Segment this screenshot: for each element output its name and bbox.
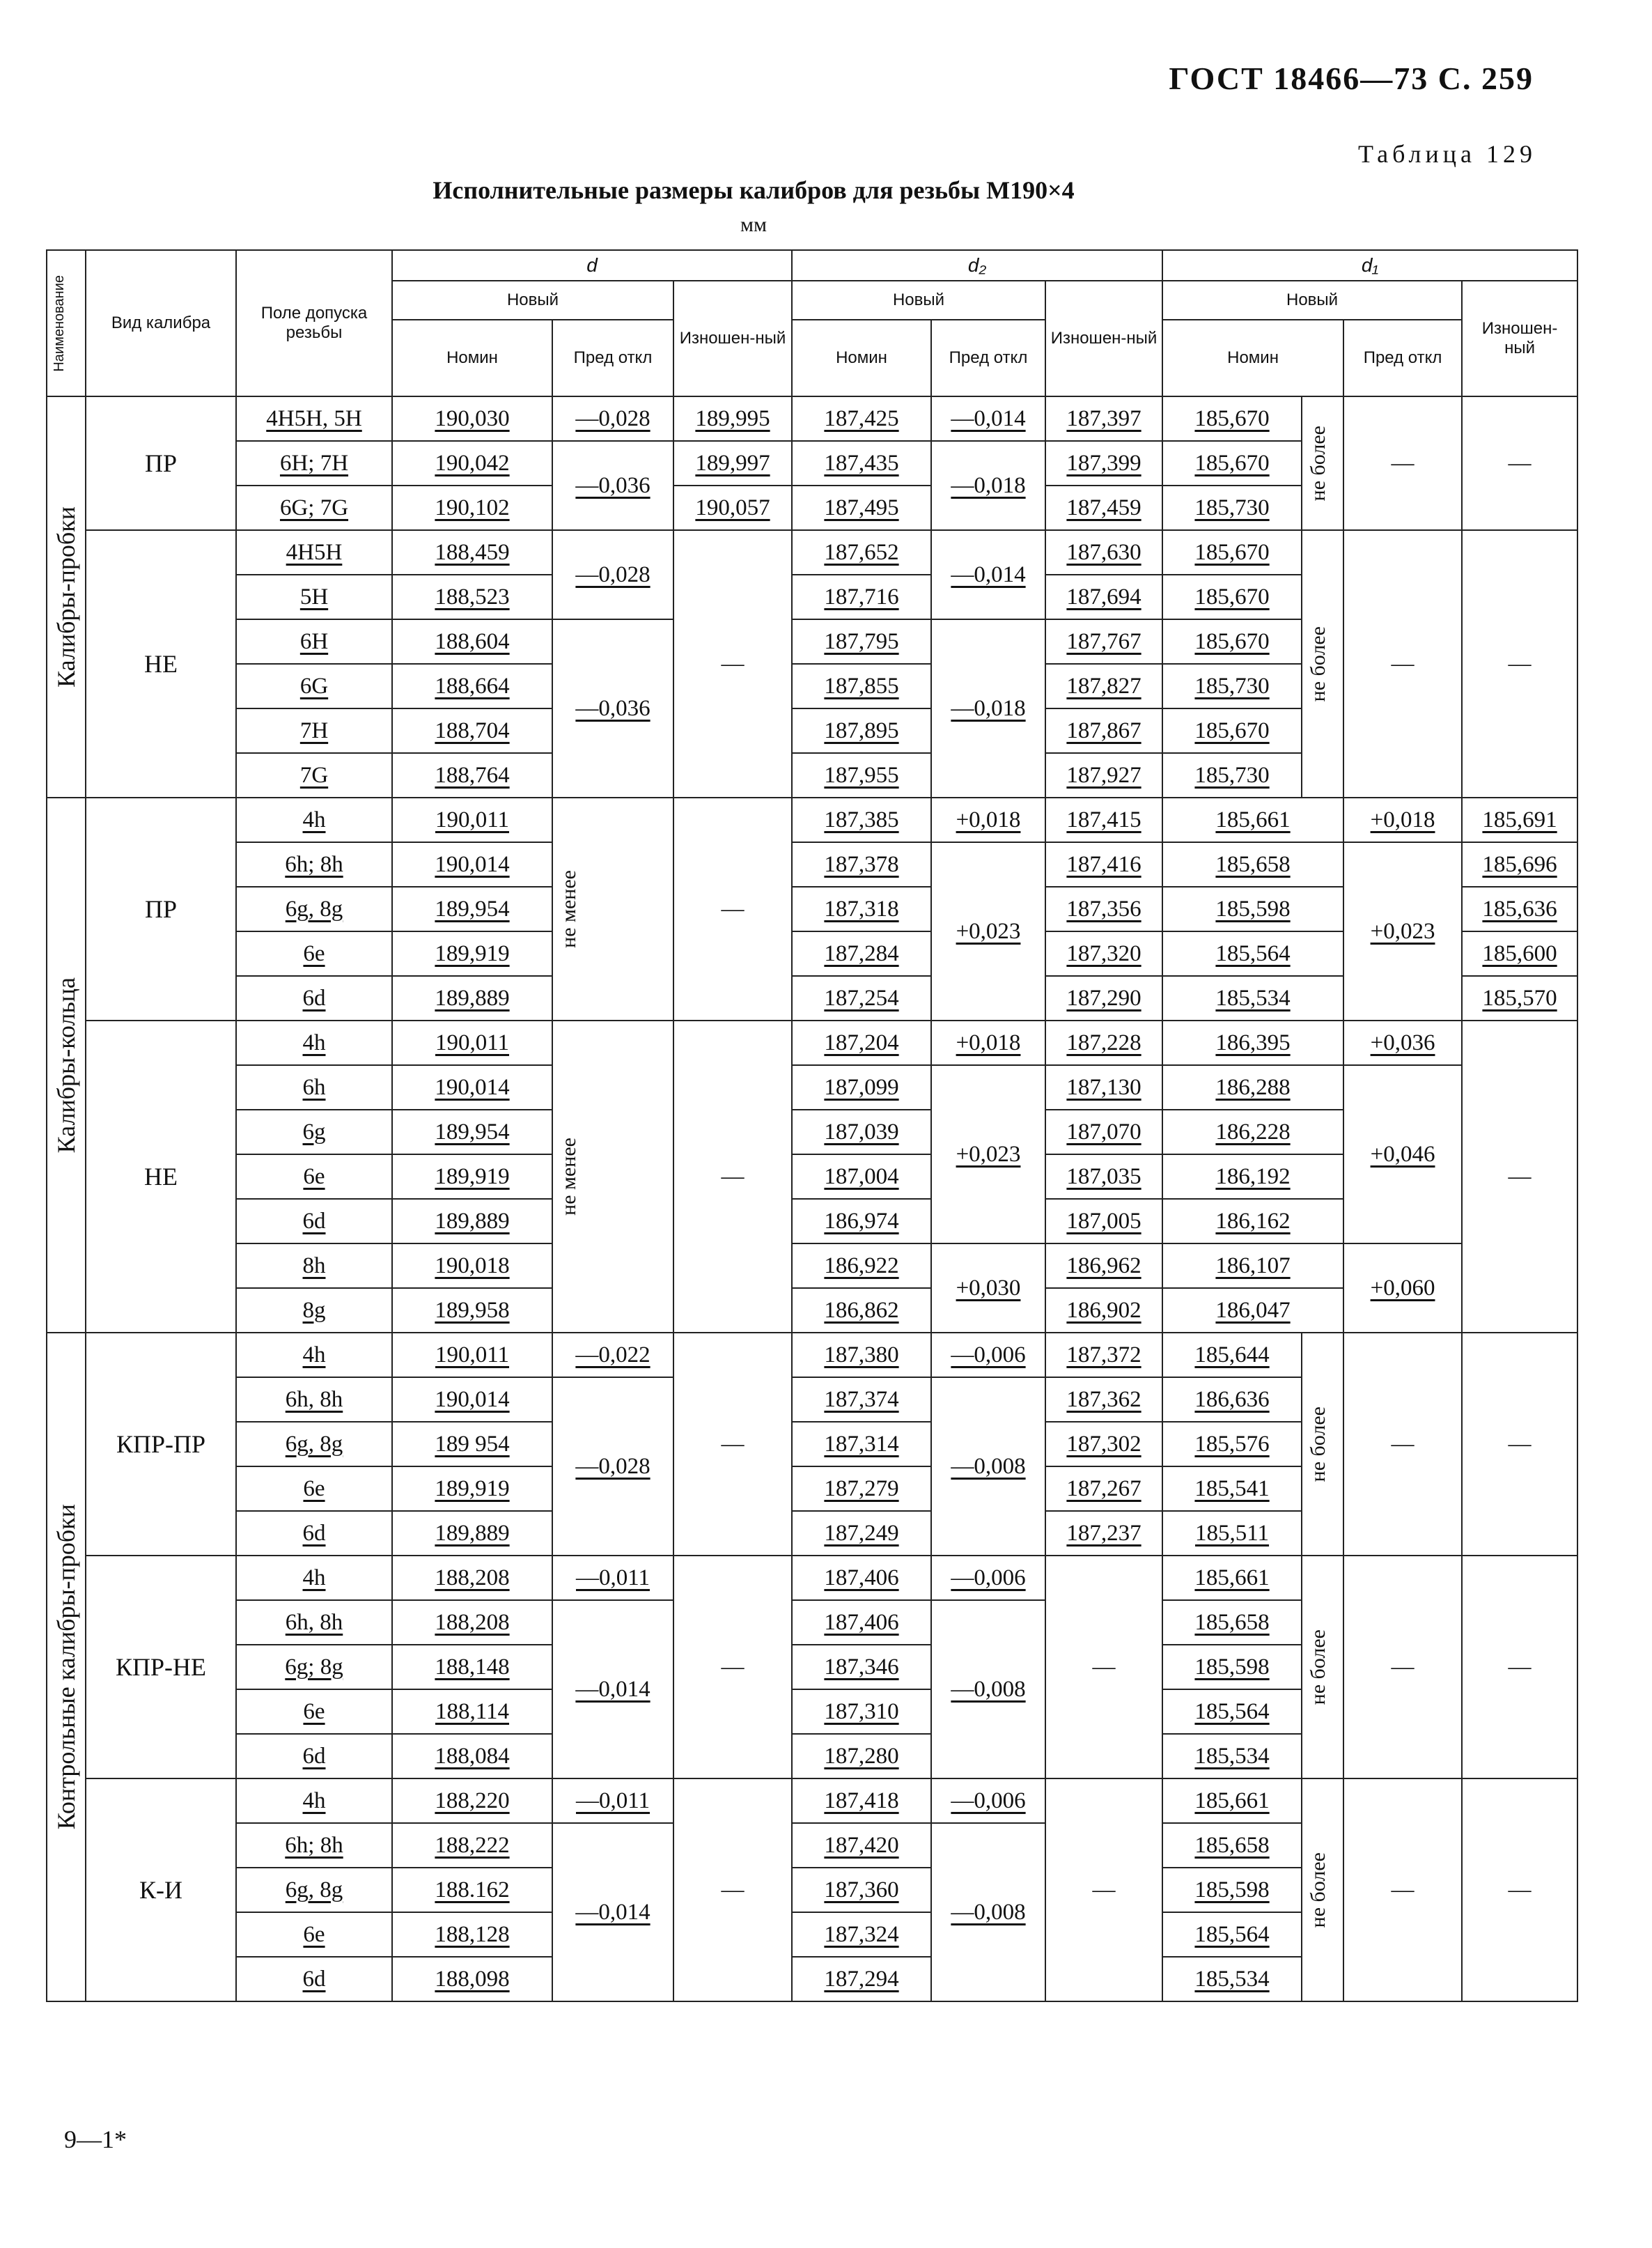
note-not-less: не менее — [552, 798, 673, 1021]
d1-nom-header: Номин — [1162, 320, 1343, 396]
d-nominal: 190,011 — [392, 1333, 552, 1377]
d2-worn: — — [1045, 1556, 1162, 1778]
d1-nominal: 185,511 — [1162, 1511, 1302, 1556]
d2-nominal: 187,280 — [792, 1734, 931, 1778]
d2-nominal: 187,380 — [792, 1333, 931, 1377]
d1-worn: 185,570 — [1462, 976, 1577, 1021]
tolerance-field: 6G — [236, 664, 392, 708]
table-row — [47, 1243, 1577, 1288]
d1-nominal: 186,636 — [1162, 1377, 1302, 1422]
d1-nominal: 186,192 — [1162, 1154, 1343, 1199]
d1-nominal: 186,288 — [1162, 1065, 1343, 1110]
table-row — [47, 842, 1577, 887]
d1-nominal: 185,644 — [1162, 1333, 1302, 1377]
group-plugs: Калибры-пробки — [47, 396, 86, 798]
d1-deviation: +0,046 — [1343, 1065, 1462, 1243]
d2-nominal: 186,922 — [792, 1243, 931, 1288]
d2-worn: 187,130 — [1045, 1065, 1162, 1110]
d1-worn: 185,600 — [1462, 931, 1577, 976]
table-row — [47, 1778, 1577, 1823]
d1-nominal: 186,228 — [1162, 1110, 1343, 1154]
d-nominal: 190,102 — [392, 486, 552, 530]
d-nominal: 189,954 — [392, 887, 552, 931]
d2-nominal: 187,324 — [792, 1912, 931, 1957]
d2-dev-header: Пред откл — [931, 320, 1045, 396]
d1-nominal: 186,107 — [1162, 1243, 1343, 1288]
kind-pr: ПР — [86, 396, 236, 530]
tolerance-field: 6d — [236, 1199, 392, 1243]
d2-nominal: 187,425 — [792, 396, 931, 441]
d1-nominal: 185,576 — [1162, 1422, 1302, 1466]
d1-nominal: 185,564 — [1162, 1912, 1302, 1957]
d-nominal: 189,919 — [392, 1466, 552, 1511]
d-nominal: 188,148 — [392, 1645, 552, 1689]
table-row — [47, 1556, 1577, 1600]
d-nominal: 190,011 — [392, 1021, 552, 1065]
d-nominal: 189 954 — [392, 1422, 552, 1466]
d2-nominal: 187,039 — [792, 1110, 931, 1154]
d2-worn: 187,459 — [1045, 486, 1162, 530]
d2-worn: 187,397 — [1045, 396, 1162, 441]
d2-worn: 186,962 — [1045, 1243, 1162, 1288]
d2-deviation: —0,008 — [931, 1823, 1045, 2001]
d1-worn: — — [1462, 530, 1577, 798]
tolerance-field: 6g, 8g — [236, 1868, 392, 1912]
d1-deviation: +0,018 — [1343, 798, 1462, 842]
tolerance-field: 4h — [236, 798, 392, 842]
d-nominal: 189,889 — [392, 976, 552, 1021]
d1-worn: 185,636 — [1462, 887, 1577, 931]
d2-deviation: —0,008 — [931, 1600, 1045, 1778]
d1-nominal: 185,730 — [1162, 486, 1302, 530]
note-not-more: не более — [1302, 1333, 1343, 1556]
tolerance-field: 4H5H, 5H — [236, 396, 392, 441]
d2-worn: 187,767 — [1045, 619, 1162, 664]
d2-deviation: —0,006 — [931, 1556, 1045, 1600]
table-title: Исполнительные размеры калибров для резьбы М190×4 — [433, 176, 1075, 204]
d-nominal: 189,919 — [392, 1154, 552, 1199]
d-deviation: —0,014 — [552, 1823, 673, 2001]
tolerance-field: 4h — [236, 1556, 392, 1600]
page-footer: 9—1* — [64, 2125, 127, 2153]
d1-nominal: 185,670 — [1162, 708, 1302, 753]
tolerance-field: 6G; 7G — [236, 486, 392, 530]
note-not-less: не менее — [552, 1021, 673, 1333]
table-row — [47, 1021, 1577, 1065]
d1-dev-header: Пред откл — [1343, 320, 1462, 396]
note-not-more: не более — [1302, 530, 1343, 798]
tolerance-field: 6H; 7H — [236, 441, 392, 486]
d-worn: — — [673, 530, 792, 798]
d2-nominal: 187,346 — [792, 1645, 931, 1689]
d2-worn: 187,867 — [1045, 708, 1162, 753]
d2-worn: 187,035 — [1045, 1154, 1162, 1199]
d1-nominal: 185,598 — [1162, 1868, 1302, 1912]
d-dev-header: Пред откл — [552, 320, 673, 396]
d1-worn: 185,691 — [1462, 798, 1577, 842]
d1-nominal: 185,670 — [1162, 396, 1302, 441]
d2-nominal: 186,862 — [792, 1288, 931, 1333]
d2-nominal: 187,294 — [792, 1957, 931, 2001]
d2-deviation: —0,014 — [931, 396, 1045, 441]
d-deviation: —0,011 — [552, 1778, 673, 1823]
d2-nominal: 187,795 — [792, 619, 931, 664]
d1-nominal: 185,534 — [1162, 1734, 1302, 1778]
group-control-plugs: Контрольные калибры-пробки — [47, 1333, 86, 2001]
d2-worn: 187,362 — [1045, 1377, 1162, 1422]
d-nominal: 190,030 — [392, 396, 552, 441]
d1-nominal: 185,658 — [1162, 842, 1343, 887]
d2-nom-header: Номин — [792, 320, 931, 396]
tolerance-field: 6h, 8h — [236, 1600, 392, 1645]
tolerance-field: 6H — [236, 619, 392, 664]
tolerance-field: 7G — [236, 753, 392, 798]
table-row — [47, 396, 1577, 441]
col-field-header: Поле допуска резьбы — [236, 250, 392, 396]
d-nominal: 190,042 — [392, 441, 552, 486]
tolerance-field: 6g; 8g — [236, 1645, 392, 1689]
d2-nominal: 187,374 — [792, 1377, 931, 1422]
d1-deviation: — — [1343, 1778, 1462, 2001]
d1-deviation: — — [1343, 530, 1462, 798]
d1-nominal: 185,670 — [1162, 619, 1302, 664]
d2-worn: 187,302 — [1045, 1422, 1162, 1466]
d2-nominal: 187,955 — [792, 753, 931, 798]
table-row — [47, 1065, 1577, 1110]
document-header: ГОСТ 18466—73 С. 259 — [1169, 61, 1534, 96]
d-worn: — — [673, 798, 792, 1021]
d1-nominal: 185,598 — [1162, 887, 1343, 931]
tolerance-field: 6h, 8h — [236, 1377, 392, 1422]
d2-nominal: 187,099 — [792, 1065, 931, 1110]
d1-worn: — — [1462, 1556, 1577, 1778]
d1-deviation: +0,023 — [1343, 842, 1462, 1021]
d-worn: 190,057 — [673, 486, 792, 530]
d-nominal: 188,764 — [392, 753, 552, 798]
d2-new-header: Новый — [792, 281, 1045, 320]
d1-nominal: 185,670 — [1162, 530, 1302, 575]
d2-worn: 187,228 — [1045, 1021, 1162, 1065]
d2-nominal: 187,004 — [792, 1154, 931, 1199]
tolerance-field: 7H — [236, 708, 392, 753]
col-d2-header: d₂ — [792, 250, 1162, 281]
d-nominal: 188,098 — [392, 1957, 552, 2001]
d2-worn: 187,070 — [1045, 1110, 1162, 1154]
d1-nominal: 185,730 — [1162, 664, 1302, 708]
d2-worn: 187,927 — [1045, 753, 1162, 798]
d-nominal: 188,604 — [392, 619, 552, 664]
d2-nominal: 187,318 — [792, 887, 931, 931]
d-nominal: 189,954 — [392, 1110, 552, 1154]
calibre-dimensions-table — [46, 249, 1578, 2002]
d2-worn: 187,694 — [1045, 575, 1162, 619]
d2-deviation: —0,018 — [931, 441, 1045, 530]
d-nom-header: Номин — [392, 320, 552, 396]
d2-nominal: 187,204 — [792, 1021, 931, 1065]
d-deviation: —0,022 — [552, 1333, 673, 1377]
tolerance-field: 6g — [236, 1110, 392, 1154]
d-nominal: 188,222 — [392, 1823, 552, 1868]
d2-worn: 187,356 — [1045, 887, 1162, 931]
d-worn: — — [673, 1556, 792, 1778]
d-nominal: 188,128 — [392, 1912, 552, 1957]
d2-nominal: 187,385 — [792, 798, 931, 842]
tolerance-field: 4h — [236, 1333, 392, 1377]
d1-worn: — — [1462, 1021, 1577, 1333]
d-deviation: —0,028 — [552, 530, 673, 619]
d-nominal: 190,014 — [392, 842, 552, 887]
d2-nominal: 187,855 — [792, 664, 931, 708]
d-worn: — — [673, 1021, 792, 1333]
col-name-header: Наименование — [47, 250, 86, 396]
tolerance-field: 4h — [236, 1778, 392, 1823]
tolerance-field: 6e — [236, 1466, 392, 1511]
d2-worn: 187,416 — [1045, 842, 1162, 887]
d2-nominal: 187,284 — [792, 931, 931, 976]
d1-nominal: 185,598 — [1162, 1645, 1302, 1689]
d2-worn: 187,237 — [1045, 1511, 1162, 1556]
tolerance-field: 6h; 8h — [236, 842, 392, 887]
d2-worn: 187,372 — [1045, 1333, 1162, 1377]
tolerance-field: 6h — [236, 1065, 392, 1110]
d-nominal: 190,014 — [392, 1065, 552, 1110]
d1-worn: 185,696 — [1462, 842, 1577, 887]
d2-deviation: +0,018 — [931, 798, 1045, 842]
d-worn: 189,997 — [673, 441, 792, 486]
d-deviation: —0,014 — [552, 1600, 673, 1778]
kind-k-i: К-И — [86, 1778, 236, 2001]
table-row — [47, 798, 1577, 842]
tolerance-field: 8h — [236, 1243, 392, 1288]
d1-nominal: 185,730 — [1162, 753, 1302, 798]
d2-nominal: 187,249 — [792, 1511, 931, 1556]
d1-deviation: — — [1343, 396, 1462, 530]
tolerance-field: 4h — [236, 1021, 392, 1065]
d-deviation: —0,028 — [552, 1377, 673, 1556]
d2-worn: 187,630 — [1045, 530, 1162, 575]
col-d1-header: d₁ — [1162, 250, 1577, 281]
d1-nominal: 185,564 — [1162, 1689, 1302, 1734]
tolerance-field: 6g, 8g — [236, 887, 392, 931]
d1-nominal: 186,395 — [1162, 1021, 1343, 1065]
d-nominal: 188,208 — [392, 1556, 552, 1600]
d-worn: — — [673, 1778, 792, 2001]
note-not-more: не более — [1302, 1556, 1343, 1778]
d1-new-header: Новый — [1162, 281, 1462, 320]
d2-worn: 186,902 — [1045, 1288, 1162, 1333]
d1-nominal: 185,670 — [1162, 441, 1302, 486]
d-nominal: 188,220 — [392, 1778, 552, 1823]
d2-worn: 187,827 — [1045, 664, 1162, 708]
note-not-more: не более — [1302, 1778, 1343, 2001]
d1-deviation: +0,036 — [1343, 1021, 1462, 1065]
d2-worn: 187,320 — [1045, 931, 1162, 976]
d1-nominal: 185,661 — [1162, 798, 1343, 842]
d2-worn: 187,267 — [1045, 1466, 1162, 1511]
d2-deviation: +0,018 — [931, 1021, 1045, 1065]
d-nominal: 188,208 — [392, 1600, 552, 1645]
d2-worn-header: Изношен-ный — [1045, 281, 1162, 396]
d1-nominal: 185,658 — [1162, 1823, 1302, 1868]
tolerance-field: 6h; 8h — [236, 1823, 392, 1868]
d1-nominal: 185,534 — [1162, 1957, 1302, 2001]
d2-worn: 187,399 — [1045, 441, 1162, 486]
d2-nominal: 187,420 — [792, 1823, 931, 1868]
kind-ne: НЕ — [86, 1021, 236, 1333]
group-rings: Калибры-кольца — [47, 798, 86, 1333]
d-nominal: 188,523 — [392, 575, 552, 619]
d2-deviation: +0,023 — [931, 1065, 1045, 1243]
d1-nominal: 186,047 — [1162, 1288, 1343, 1333]
d2-nominal: 187,435 — [792, 441, 931, 486]
d-worn-header: Изношен-ный — [673, 281, 792, 396]
d1-deviation: — — [1343, 1333, 1462, 1556]
d-nominal: 188,114 — [392, 1689, 552, 1734]
tolerance-field: 6d — [236, 1957, 392, 2001]
d1-nominal: 185,534 — [1162, 976, 1343, 1021]
d2-nominal: 187,895 — [792, 708, 931, 753]
d2-worn: 187,415 — [1045, 798, 1162, 842]
d-worn: 189,995 — [673, 396, 792, 441]
d1-deviation: +0,060 — [1343, 1243, 1462, 1333]
d1-nominal: 185,670 — [1162, 575, 1302, 619]
kind-pr: ПР — [86, 798, 236, 1021]
d-nominal: 190,011 — [392, 798, 552, 842]
d2-nominal: 187,406 — [792, 1600, 931, 1645]
d2-nominal: 187,254 — [792, 976, 931, 1021]
d-nominal: 189,919 — [392, 931, 552, 976]
d-nominal: 188,084 — [392, 1734, 552, 1778]
d-nominal: 188,704 — [392, 708, 552, 753]
d-nominal: 188.162 — [392, 1868, 552, 1912]
col-d-header: d — [392, 250, 792, 281]
kind-kpr-ne: КПР-НЕ — [86, 1556, 236, 1778]
d2-nominal: 187,652 — [792, 530, 931, 575]
d-deviation: —0,036 — [552, 441, 673, 530]
tolerance-field: 6g, 8g — [236, 1422, 392, 1466]
d1-worn-header: Изношен-ный — [1462, 281, 1577, 396]
col-kind-header: Вид калибра — [86, 250, 236, 396]
table-row — [47, 1333, 1577, 1377]
d1-nominal: 185,661 — [1162, 1778, 1302, 1823]
tolerance-field: 6d — [236, 976, 392, 1021]
d2-worn: — — [1045, 1778, 1162, 2001]
d2-nominal: 187,279 — [792, 1466, 931, 1511]
d1-nominal: 185,541 — [1162, 1466, 1302, 1511]
tolerance-field: 6d — [236, 1511, 392, 1556]
d2-deviation: +0,023 — [931, 842, 1045, 1021]
d2-deviation: —0,014 — [931, 530, 1045, 619]
d-nominal: 190,018 — [392, 1243, 552, 1288]
d-nominal: 188,664 — [392, 664, 552, 708]
tolerance-field: 4H5H — [236, 530, 392, 575]
tolerance-field: 5H — [236, 575, 392, 619]
d2-worn: 187,290 — [1045, 976, 1162, 1021]
d-nominal: 188,459 — [392, 530, 552, 575]
tolerance-field: 6d — [236, 1734, 392, 1778]
table-number: Таблица 129 — [1358, 140, 1536, 168]
d-deviation: —0,011 — [552, 1556, 673, 1600]
d1-deviation: — — [1343, 1556, 1462, 1778]
d-deviation: —0,036 — [552, 619, 673, 798]
d1-worn: — — [1462, 396, 1577, 530]
d1-nominal: 185,658 — [1162, 1600, 1302, 1645]
d2-nominal: 187,314 — [792, 1422, 931, 1466]
d2-deviation: —0,006 — [931, 1333, 1045, 1377]
d1-nominal: 185,564 — [1162, 931, 1343, 976]
d-nominal: 189,958 — [392, 1288, 552, 1333]
d-nominal: 190,014 — [392, 1377, 552, 1422]
d2-deviation: —0,018 — [931, 619, 1045, 798]
d2-nominal: 187,418 — [792, 1778, 931, 1823]
d1-worn: — — [1462, 1333, 1577, 1556]
kind-ne: НЕ — [86, 530, 236, 798]
tolerance-field: 6e — [236, 1912, 392, 1957]
d-worn: — — [673, 1333, 792, 1556]
d2-nominal: 187,360 — [792, 1868, 931, 1912]
tolerance-field: 6e — [236, 1154, 392, 1199]
d2-nominal: 187,406 — [792, 1556, 931, 1600]
d-new-header: Новый — [392, 281, 673, 320]
d-nominal: 189,889 — [392, 1511, 552, 1556]
table-unit: мм — [740, 213, 767, 236]
note-not-more: не более — [1302, 396, 1343, 530]
d2-deviation: —0,008 — [931, 1377, 1045, 1556]
d2-nominal: 187,716 — [792, 575, 931, 619]
tolerance-field: 8g — [236, 1288, 392, 1333]
d2-deviation: —0,006 — [931, 1778, 1045, 1823]
d2-nominal: 187,495 — [792, 486, 931, 530]
d-deviation: —0,028 — [552, 396, 673, 441]
d1-nominal: 186,162 — [1162, 1199, 1343, 1243]
d-nominal: 189,889 — [392, 1199, 552, 1243]
table-row — [47, 530, 1577, 575]
d2-nominal: 187,378 — [792, 842, 931, 887]
tolerance-field: 6e — [236, 1689, 392, 1734]
d2-nominal: 187,310 — [792, 1689, 931, 1734]
d2-nominal: 186,974 — [792, 1199, 931, 1243]
kind-kpr-pr: КПР-ПР — [86, 1333, 236, 1556]
d1-nominal: 185,661 — [1162, 1556, 1302, 1600]
d1-worn: — — [1462, 1778, 1577, 2001]
d2-worn: 187,005 — [1045, 1199, 1162, 1243]
d2-deviation: +0,030 — [931, 1243, 1045, 1333]
tolerance-field: 6e — [236, 931, 392, 976]
